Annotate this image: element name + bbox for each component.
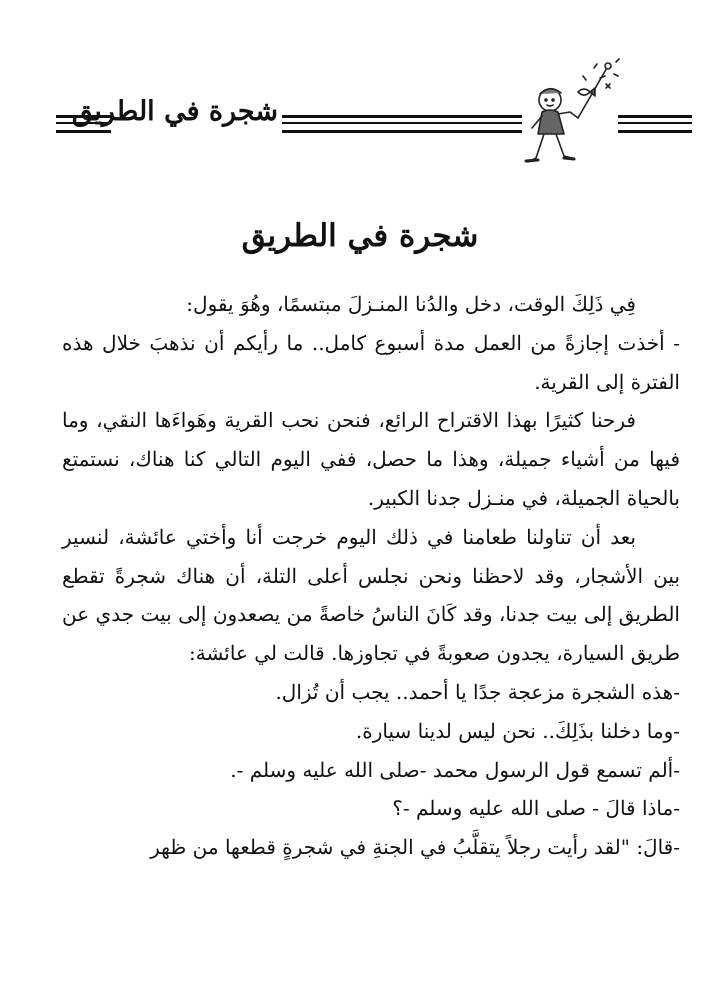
dialogue-line: -ألم تسمع قول الرسول محمد -صلى الله عليه وسلم -. [230,757,680,782]
paragraph: فرحنا كثيرًا بهذا الاقتراح الرائع، فنحن نحب القرية وهَواءَها النقي، وما فيها من أشياء جميلة، وهذا ما حصل، ففي اليوم التالي كنا هناك، نستمتع بالحياة الجميلة، في منـزل جدنا الكبير. [62,408,680,510]
dialogue-line: -وما دخلنا بذَلِكَ.. نحن ليس لدينا سيارة. [355,718,680,743]
header-title: شجرة في الطريق [71,96,278,127]
header-rule-right [618,115,692,133]
header-rule-middle [282,115,522,133]
paragraph: بعد أن تناولنا طعامنا في ذلك اليوم خرجت أنا وأختي عائشة، لنسير بين الأشجار، وقد لاحظنا ونحن نجلس أعلى التلة، أن هناك شجرةً تقطع الطريق إلى بيت جدنا، وقد كَانَ الناسُ خاصةً من يصعدون إلى بيت جدي عن طريق السيارة، يجدون صعوبةً في تجاوزها. قالت لي عائشة: [62,524,680,666]
paragraph-intro: فِي ذَلِكَ الوقت، دخل والدُنا المنـزلَ مبتسمًا، وهُوَ يقول: [186,292,636,316]
dialogue-line: -قالَ: "لقد رأيت رجلاً يتقلَّبُ في الجنةِ في شجرةٍ قطعها من ظهر [150,835,680,860]
chapter-title: شجرة في الطريق [241,218,479,254]
dialogue-line: -هذه الشجرة مزعجة جدًا يا أحمد.. يجب أن تُزال. [275,679,680,704]
boy-with-wand-icon [516,58,621,173]
page-header [38,58,688,193]
dialogue-line: -ماذا قالَ - صلى الله عليه وسلم -؟ [392,796,680,821]
dialogue-line: - أخذت إجازةً من العمل مدة أسبوع كامل.. ما رأيكم أن نذهبَ خلال هذه الفترة إلى القرية. [62,330,680,394]
body-text [62,285,680,867]
